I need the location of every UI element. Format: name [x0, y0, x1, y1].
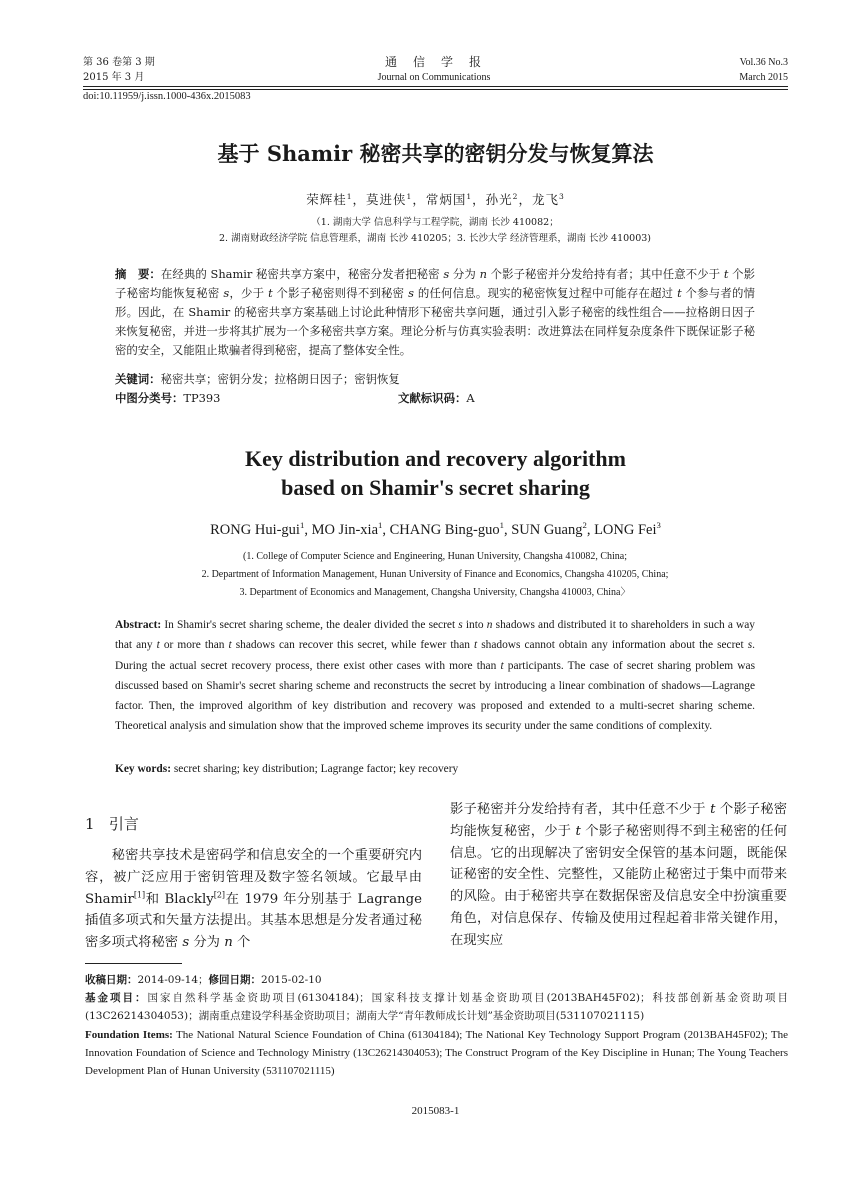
page-number: 2015083-1	[411, 1105, 460, 1117]
footnote-rule	[85, 963, 182, 964]
author-list-en: RONG Hui-gui$^1$, MO Jin-xia$^1$, CHANG Bing-guo$^1$, SUN Guang$^2$, LONG Fei$^3$	[210, 520, 661, 538]
header-rule-bottom	[83, 89, 788, 90]
abstract-text-en: In Shamir's secret sharing scheme, the dealer divided the secret s into n shadows and distributed it to shareholders in such a way that any t or more than t shadows can recover this secret, while fewer than t shadows cannot obtain any information about the secret s. During the actual secret recovery process, there exist other cases with more than t participants. The case of secret sharing problem was discussed based on Shamir's secret sharing scheme and reconstructs the secret by introducing a linear combination of shadows—Lagrange factor. Then, the improved algorithm of key distribution and recovery was proposed and extended to a multi-secret sharing scheme. Theoretical analysis and simulation show that the improved scheme improves its security under the same conditions of complexity.	[115, 619, 756, 733]
author-name: 荣辉桂	[306, 192, 347, 207]
affiliation-marker: 2	[582, 520, 587, 531]
doi: doi:10.11959/j.issn.1000-436x.2015083	[83, 91, 251, 102]
author-name: RONG Hui-gui	[210, 522, 300, 538]
keywords-en: Key words: secret sharing; key distribution; Lagrange factor; key recovery	[115, 763, 459, 775]
page-title-en: Key distribution and recovery algorithm based on Shamir's secret sharing	[245, 446, 626, 500]
abstract-cn	[115, 265, 755, 360]
clc-number: 中图分类号：TP393	[115, 391, 221, 405]
affiliation-marker: 2	[512, 191, 519, 201]
section-heading: 1 引言	[85, 815, 139, 833]
author-name: CHANG Bing-guo	[389, 522, 500, 538]
page-title-cn: 基于 Shamir 秘密共享的密钥分发与恢复算法	[217, 141, 654, 166]
affiliation-marker: 1	[499, 520, 504, 531]
affiliation-marker: 1	[299, 520, 305, 531]
body-column-right: 影子秘密并分发给持有者，其中任意不少于 t 个影子秘密均能恢复秘密，少于 t 个影子秘密则得不到主秘密的任何信息。它的出现解决了密钥安全保管的基本问题，既能保证秘密的安全性、完整性，又能防止秘密过于集中而带来的风险。由于秘密共享在数据保密及信息安全中扮演重要角色，对信息保存、传输及使用过程起着非常关键作用，在现实应	[450, 802, 787, 948]
affiliation-marker: 1	[466, 191, 473, 201]
affiliation-marker: 1	[378, 520, 383, 531]
document-code: 文献标识码：A	[398, 391, 475, 405]
author-name: 龙飞	[531, 192, 559, 207]
affiliation-marker: 1	[406, 191, 413, 201]
body-column-left: 秘密共享技术是密码学和信息安全的一个重要研究内容，被广泛应用于密钥管理及数字签名领域。它最早由 Shamir[1]和 Blackly[2]在 1979 年分别基于 Lagrange 插值多项式和矢量方法提出。其基本思想是分发者通过秘密多项式将秘密 s 分为 n 个	[85, 848, 422, 951]
affiliation-marker: 3	[558, 191, 565, 201]
abstract-label-cn: 摘 要：	[115, 267, 161, 281]
journal-vol-date-en: Vol.36 No.3 March 2015	[739, 57, 788, 83]
author-name: SUN Guang	[511, 522, 583, 538]
author-name: 莫进侠	[366, 192, 407, 207]
author-name: 常炳国	[425, 192, 467, 207]
affiliations-en: (1. College of Computer Science and Engineering, Hunan University, Changsha 410082, China; 2. Department of Information Management, Hunan University of Finance and Economics, Changsha 410205, China; 3. Department of Economics and Management, Changsha University, Changsha 410003, China〉	[201, 551, 669, 598]
affiliations-cn: （1. 湖南大学 信息科学与工程学院，湖南 长沙 410082； 2. 湖南财政经济学院 信息管理系，湖南 长沙 410205；3. 长沙大学 经济管理系，湖南 长沙 410003)	[218, 217, 652, 244]
journal-name: 通 信 学 报 Journal on Communications	[377, 55, 491, 83]
author-name: 孙光	[485, 192, 513, 207]
footnote-funding-cn: 基金项目：国家自然科学基金资助项目(61304184)；国家科技支撑计划基金资助项目(2013BAH45F02)；科技部创新基金资助项目(13C26214304053)；湖南重点建设学科基金资助项目；湖南大学“青年教师成长计划”基金资助项目(531107021115)	[85, 992, 788, 1022]
header-rule-top	[83, 86, 788, 87]
abstract-en	[115, 615, 755, 737]
footnote-funding-en: Foundation Items: The National Natural Science Foundation of China (61304184); The National Key Technology Support Program (2013BAH45F02); The Innovation Foundation of Science and Technology Ministry (13C26214304053); The Construct Program of the Key Discipline in Hunan; The Young Teachers Development Plan of Hunan University (531107021115)	[85, 1029, 788, 1077]
keywords-cn: 关键词：秘密共享；密钥分发；拉格朗日因子；密钥恢复	[115, 372, 400, 386]
journal-volume-issue: 第 36 卷第 3 期 2015 年 3 月	[83, 57, 155, 83]
author-name: MO Jin-xia	[311, 522, 379, 538]
affiliation-marker: 3	[656, 520, 661, 531]
author-list-cn: 荣辉桂$^1$，莫进侠$^1$，常炳国$^1$，孙光$^2$，龙飞$^3$	[306, 191, 565, 207]
abstract-label-en: Abstract:	[115, 619, 162, 631]
abstract-text-cn: 在经典的 Shamir 秘密共享方案中，秘密分发者把秘密 s 分为 n 个影子秘密并分发给持有者；其中任意不少于 t 个影子秘密均能恢复秘密 s，少于 t 个影子秘密则得不到秘密 s 的任何信息。现实的秘密恢复过程中可能存在超过 t 个参与者的情形。因此，在 Shamir 的秘密共享方案基础上讨论此种情形下秘密共享问题，通过引入影子秘密的线性组合——拉格朗日因子来恢复秘密，并进一步将其扩展为一个多秘密共享方案。理论分析与仿真实验表明：改进算法在同样复杂度条件下既保证影子秘密的安全，又能阻止欺骗者得到秘密，提高了整体安全性。	[115, 267, 756, 357]
footnote-dates: 收稿日期：2014-09-14；修回日期：2015-02-10	[85, 974, 322, 986]
author-name: LONG Fei	[594, 522, 657, 538]
affiliation-marker: 1	[346, 191, 353, 201]
